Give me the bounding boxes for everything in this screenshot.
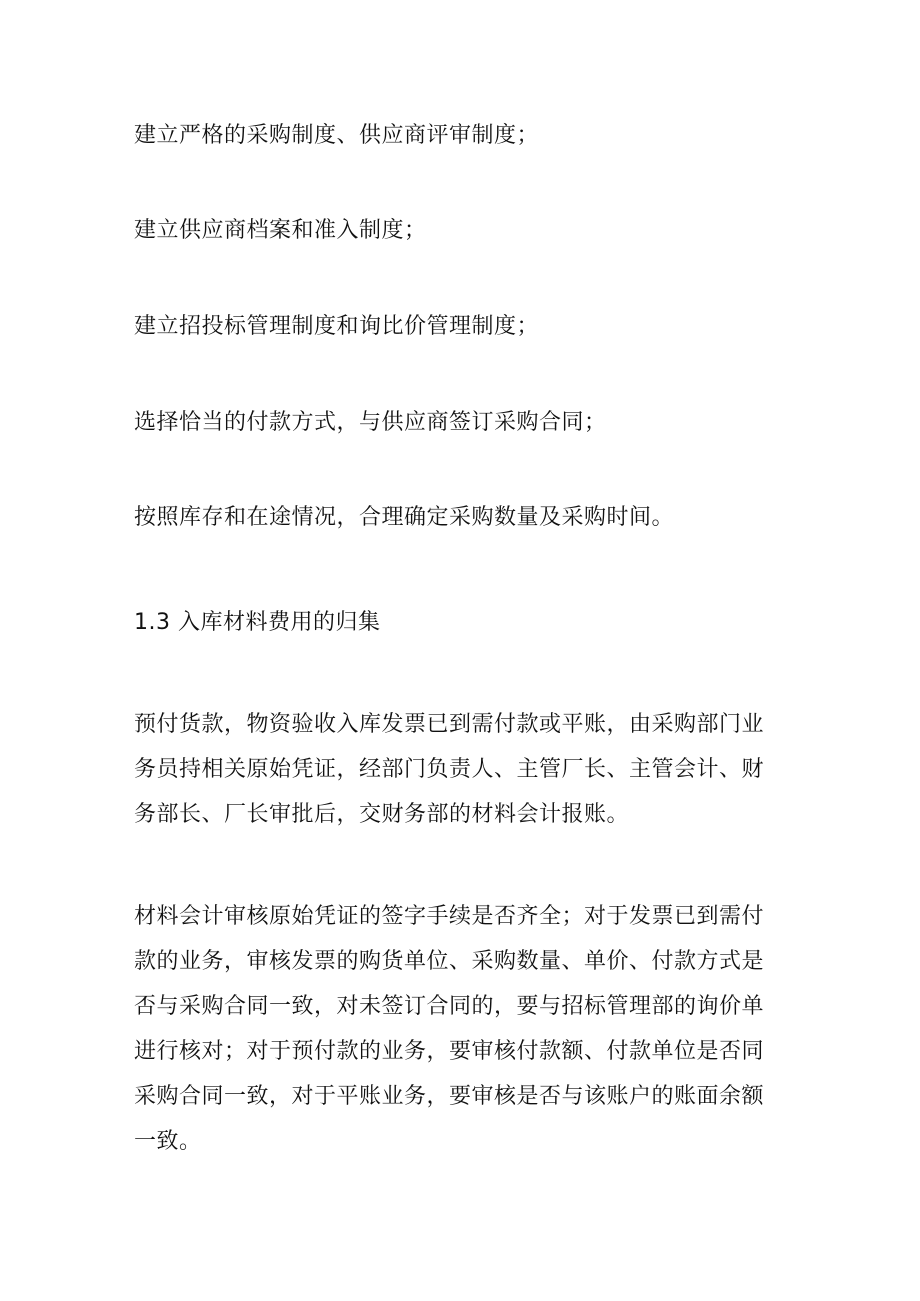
paragraph-audit (134, 894, 794, 1164)
list-item: 选择恰当的付款方式，与供应商签订采购合同； (134, 410, 607, 435)
paragraph-line: 预付货款，物资验收入库发票已到需付款或平账，由采购部门业 (134, 712, 765, 737)
paragraph-line: 材料会计审核原始凭证的签字手续是否齐全；对于发票已到需付 (134, 904, 765, 929)
list-item: 建立供应商档案和准入制度； (134, 218, 427, 243)
list-item: 建立招投标管理制度和询比价管理制度； (134, 314, 540, 339)
section-heading: 1.3 入库材料费用的归集 (134, 610, 381, 635)
list-item: 建立严格的采购制度、供应商评审制度； (134, 123, 540, 148)
paragraph-line: 一致。 (134, 1129, 202, 1154)
list-item: 按照库存和在途情况，合理确定采购数量及采购时间。 (134, 505, 675, 530)
paragraph-line: 务员持相关原始凭证，经部门负责人、主管厂长、主管会计、财 (134, 757, 765, 782)
paragraph-line: 务部长、厂长审批后，交财务部的材料会计报账。 (134, 802, 630, 827)
paragraph-line: 进行核对；对于预付款的业务，要审核付款额、付款单位是否同 (134, 1039, 765, 1064)
paragraph-prepayment (134, 702, 794, 837)
paragraph-line: 否与采购合同一致，对未签订合同的，要与招标管理部的询价单 (134, 994, 765, 1019)
paragraph-line: 采购合同一致，对于平账业务，要审核是否与该账户的账面余额 (134, 1084, 765, 1109)
paragraph-line: 款的业务，审核发票的购货单位、采购数量、单价、付款方式是 (134, 949, 765, 974)
